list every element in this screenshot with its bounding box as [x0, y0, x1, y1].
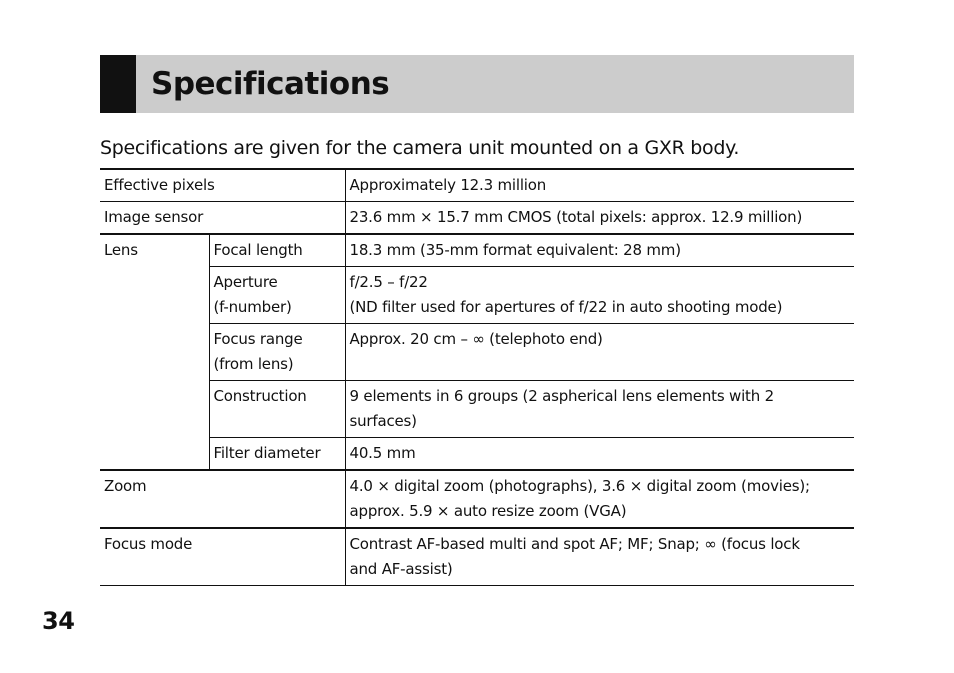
spec-label: Focal length	[209, 234, 345, 267]
table-row	[100, 528, 854, 586]
spec-label-line: (from lens)	[213, 355, 294, 373]
spec-label: Construction	[209, 381, 345, 438]
table-row	[100, 324, 854, 381]
header-accent-block	[100, 55, 136, 113]
spec-group-label: Lens	[100, 234, 209, 470]
table-row	[100, 267, 854, 324]
spec-table	[100, 168, 854, 586]
spec-value	[345, 470, 854, 528]
spec-label: Zoom	[100, 470, 345, 528]
spec-label	[209, 324, 345, 381]
page-title: Specifications	[151, 66, 390, 102]
spec-value: 18.3 mm (35-mm format equivalent: 28 mm)	[345, 234, 854, 267]
spec-value	[345, 528, 854, 586]
table-row	[100, 438, 854, 471]
spec-value	[345, 381, 854, 438]
intro-text: Specifications are given for the camera unit mounted on a GXR body.	[100, 137, 740, 159]
spec-label: Filter diameter	[209, 438, 345, 471]
spec-value-line: surfaces)	[349, 412, 417, 430]
table-row	[100, 202, 854, 235]
spec-value	[345, 267, 854, 324]
table-row	[100, 234, 854, 267]
table-row	[100, 470, 854, 528]
spec-label-line: Aperture	[213, 273, 278, 291]
spec-value: 23.6 mm × 15.7 mm CMOS (total pixels: approx. 12.9 million)	[345, 202, 854, 235]
page-number: 34	[42, 607, 75, 635]
spec-label: Effective pixels	[100, 169, 345, 202]
table-row	[100, 381, 854, 438]
spec-label: Focus mode	[100, 528, 345, 586]
spec-value: 40.5 mm	[345, 438, 854, 471]
spec-label: Image sensor	[100, 202, 345, 235]
spec-value-line: and AF-assist)	[349, 560, 453, 578]
spec-value-line: Contrast AF-based multi and spot AF; MF; Snap; ∞ (focus lock	[349, 535, 800, 553]
spec-value: Approx. 20 cm – ∞ (telephoto end)	[345, 324, 854, 381]
spec-value-line: 9 elements in 6 groups (2 aspherical lens elements with 2	[349, 387, 774, 405]
spec-value-line: f/2.5 – f/22	[349, 273, 428, 291]
spec-label-line: Focus range	[213, 330, 303, 348]
spec-value-line: (ND filter used for apertures of f/22 in auto shooting mode)	[349, 298, 783, 316]
section-header-bar	[100, 55, 854, 113]
spec-label-line: (f-number)	[213, 298, 292, 316]
spec-value: Approximately 12.3 million	[345, 169, 854, 202]
spec-label	[209, 267, 345, 324]
spec-value-line: 4.0 × digital zoom (photographs), 3.6 × digital zoom (movies);	[349, 477, 810, 495]
spec-value-line: approx. 5.9 × auto resize zoom (VGA)	[349, 502, 627, 520]
table-row	[100, 169, 854, 202]
